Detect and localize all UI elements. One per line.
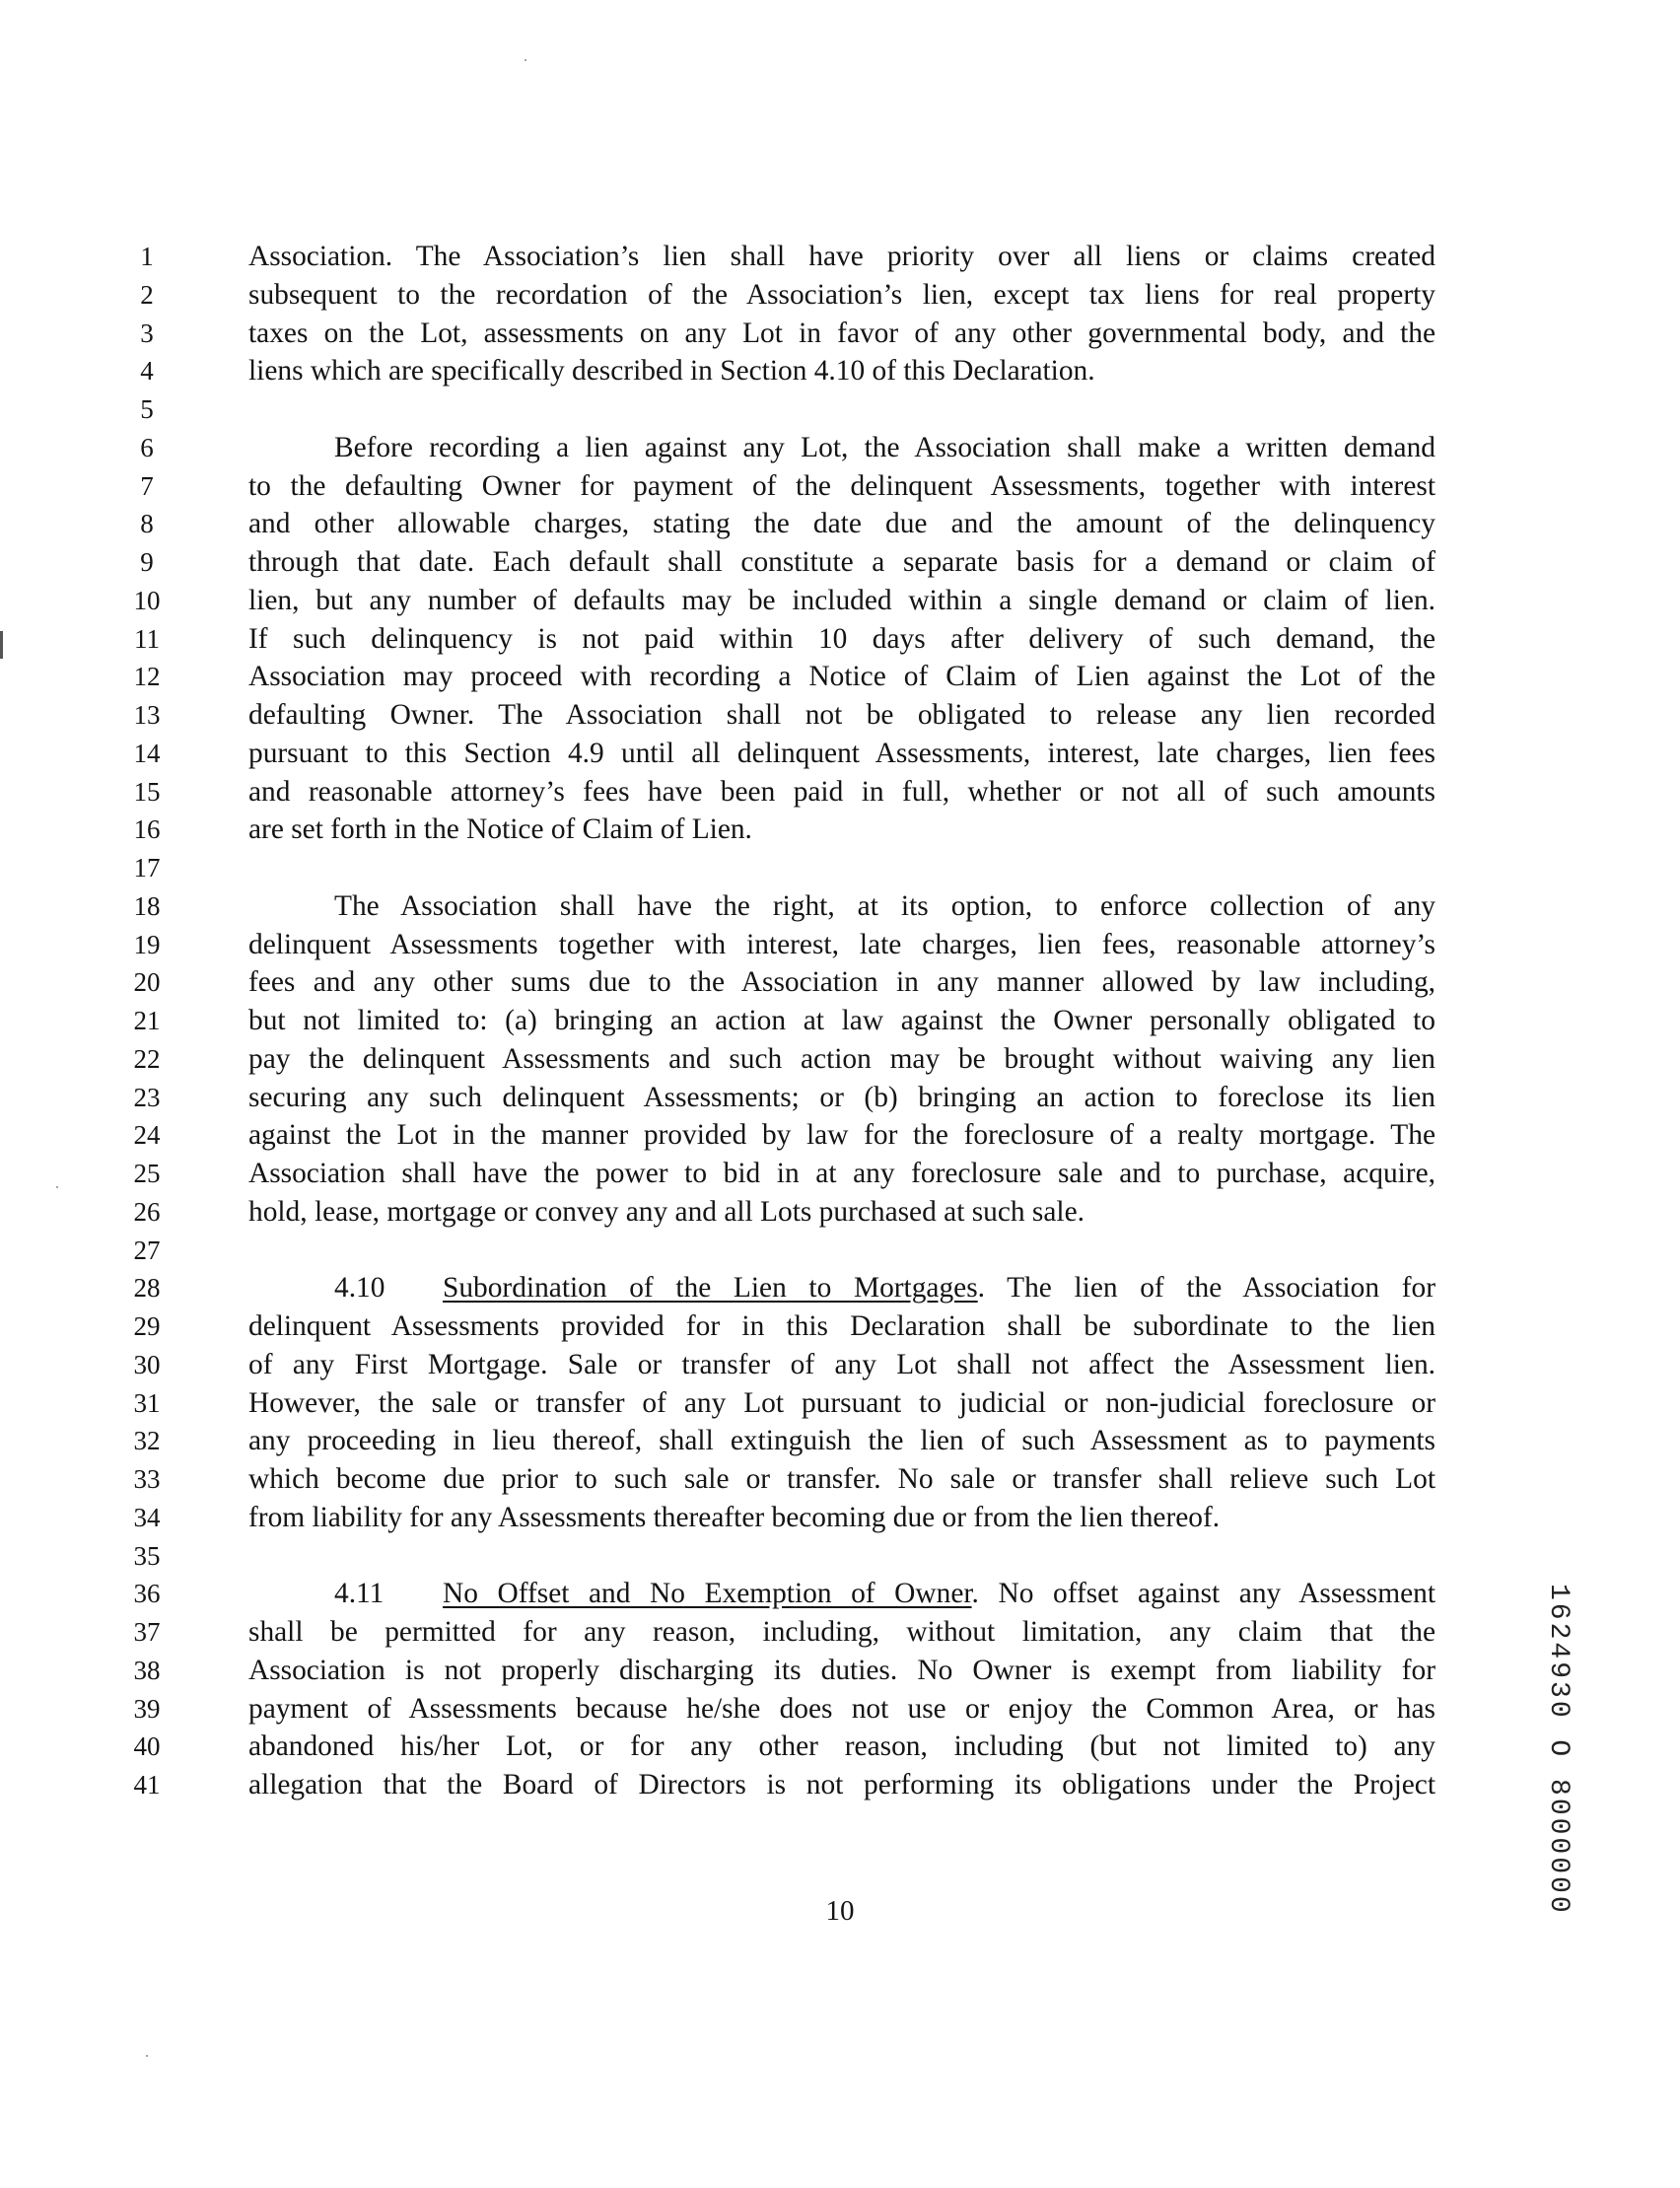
line-text: but not limited to: (a) bringing an action at law against the Owner personally obligated to (248, 1005, 1435, 1036)
line-text: from liability for any Assessments thereafter becoming due or from the lien thereof. (248, 1501, 1221, 1533)
document-line (0, 1306, 1680, 1346)
line-text: However, the sale or transfer of any Lot pursuant to judicial or non-judicial foreclosure or (248, 1386, 1435, 1419)
line-number: 38 (133, 1655, 161, 1685)
line-text: Before recording a lien against any Lot, the Association shall make a written demand (334, 431, 1435, 463)
section-text: . No offset against any Assessment (971, 1578, 1435, 1610)
line-number: 9 (140, 547, 154, 577)
document-line (0, 1345, 1680, 1384)
line-text: Association may proceed with recording a Notice of Claim of Lien against the Lot of the (248, 661, 1435, 693)
line-text: fees and any other sums due to the Association in any manner allowed by law including, (248, 966, 1435, 999)
line-number: 35 (133, 1540, 161, 1571)
line-text: securing any such delinquent Assessments; or (b) bringing an action to foreclose its lien (248, 1081, 1435, 1113)
section-number: 4.10 (334, 1272, 385, 1305)
document-line (0, 886, 1680, 926)
document-line (0, 428, 1680, 467)
line-text: payment of Assessments because he/she does not use or enjoy the Common Area, or has (248, 1692, 1435, 1725)
line-number: 15 (133, 776, 161, 807)
document-line (0, 1078, 1680, 1117)
line-number: 3 (140, 318, 154, 348)
document-line (0, 1231, 1680, 1270)
line-number: 8 (140, 509, 154, 539)
document-line (0, 1039, 1680, 1079)
line-text: and other allowable charges, stating the date due and the amount of the delinquency (248, 508, 1435, 540)
scan-speck (56, 1186, 58, 1188)
line-number: 25 (133, 1159, 161, 1188)
document-line (0, 466, 1680, 506)
line-text: If such delinquency is not paid within 10 days after delivery of such demand, the (248, 622, 1435, 655)
line-number: 27 (133, 1235, 161, 1265)
document-line (0, 962, 1680, 1002)
side-stamp: 1624930 O 8000000 (1543, 1584, 1574, 1916)
line-number: 40 (133, 1731, 161, 1762)
line-number: 18 (133, 890, 161, 921)
line-number: 1 (140, 242, 154, 271)
line-number: 19 (133, 929, 161, 959)
line-number: 20 (133, 967, 161, 998)
line-text: to the defaulting Owner for payment of the delinquent Assessments, together with interest (248, 469, 1435, 502)
document-line (0, 1115, 1680, 1155)
line-number: 6 (140, 432, 154, 462)
document-line (0, 351, 1680, 390)
line-number: 30 (133, 1349, 161, 1379)
line-text: shall be permitted for any reason, including, without limitation, any claim that the (248, 1616, 1435, 1648)
line-text: Association shall have the power to bid in at any foreclosure sale and to purchase, acquire, (248, 1158, 1435, 1189)
document-line (0, 237, 1680, 276)
document-line (0, 1154, 1680, 1193)
line-text: allegation that the Board of Directors is not performing its obligations under the Project (248, 1769, 1435, 1800)
document-line (0, 1268, 1680, 1307)
line-text: are set forth in the Notice of Claim of Lien. (248, 813, 752, 846)
line-text: pursuant to this Section 4.9 until all delinquent Assessments, interest, late charges, lien fees (248, 737, 1435, 769)
document-line (0, 1612, 1680, 1652)
document-line (0, 657, 1680, 696)
line-number: 4 (140, 356, 154, 387)
document-line (0, 810, 1680, 849)
document-line (0, 848, 1680, 887)
line-text: Association. The Association’s lien shall have priority over all liens or claims created (248, 241, 1435, 272)
document-line (0, 314, 1680, 353)
document-line (0, 389, 1680, 429)
document-line (0, 275, 1680, 315)
line-text: Association is not properly discharging its duties. No Owner is exempt from liability for (248, 1654, 1435, 1686)
line-number: 13 (133, 700, 161, 730)
document-line (0, 1001, 1680, 1040)
line-number: 29 (133, 1311, 161, 1341)
document-line (0, 1192, 1680, 1232)
line-number: 32 (133, 1426, 161, 1456)
line-text (334, 1574, 1435, 1613)
document-line (0, 619, 1680, 659)
line-text: through that date. Each default shall constitute a separate basis for a demand or claim of (248, 546, 1435, 578)
section-heading: Subordination of the Lien to Mortgages (443, 1272, 978, 1305)
line-text: The Association shall have the right, at its option, to enforce collection of any (334, 889, 1435, 922)
document-line (0, 581, 1680, 620)
line-number: 11 (134, 623, 160, 654)
document-line (0, 1383, 1680, 1423)
line-number: 17 (133, 853, 161, 882)
line-text: and reasonable attorney’s fees have been paid in full, whether or not all of such amounts (248, 775, 1435, 808)
document-line (0, 1498, 1680, 1537)
line-text: which become due prior to such sale or transfer. No sale or transfer shall relieve such Lot (248, 1463, 1435, 1495)
line-number: 16 (133, 814, 161, 845)
line-number: 23 (133, 1082, 161, 1112)
line-number: 24 (133, 1120, 161, 1151)
line-text: delinquent Assessments provided for in this Declaration shall be subordinate to the lien (248, 1310, 1435, 1342)
document-line (0, 542, 1680, 582)
line-number: 26 (133, 1196, 161, 1227)
line-text: hold, lease, mortgage or convey any and all Lots purchased at such sale. (248, 1195, 1085, 1228)
line-number: 12 (133, 662, 161, 692)
line-number: 31 (133, 1387, 161, 1418)
line-text: abandoned his/her Lot, or for any other reason, including (but not limited to) any (248, 1730, 1435, 1763)
line-number: 37 (133, 1617, 161, 1647)
document-line (0, 695, 1680, 735)
line-number: 7 (140, 470, 154, 501)
document-line (0, 1536, 1680, 1576)
line-number: 34 (133, 1502, 161, 1532)
line-text: pay the delinquent Assessments and such action may be brought without waiving any lien (248, 1042, 1435, 1075)
document-line (0, 1689, 1680, 1729)
line-number: 28 (133, 1273, 161, 1304)
left-edge-mark (0, 631, 3, 659)
document-line (0, 1651, 1680, 1690)
document-line (0, 1421, 1680, 1460)
page-number: 10 (825, 1895, 855, 1927)
line-number: 21 (133, 1006, 161, 1035)
document-line (0, 504, 1680, 543)
document-line (0, 772, 1680, 812)
section-text: . The lien of the Association for (977, 1272, 1435, 1305)
line-number: 41 (133, 1770, 161, 1800)
line-text: subsequent to the recordation of the Association’s lien, except tax liens for real property (248, 278, 1435, 311)
line-text: lien, but any number of defaults may be included within a single demand or claim of lien. (248, 584, 1435, 616)
line-text: any proceeding in lieu thereof, shall extinguish the lien of such Assessment as to payments (248, 1425, 1435, 1457)
scan-speck (146, 2055, 148, 2057)
section-number: 4.11 (334, 1578, 385, 1610)
document-line (0, 1727, 1680, 1766)
line-text: of any First Mortgage. Sale or transfer of any Lot shall not affect the Assessment lien. (248, 1348, 1435, 1380)
document-line (0, 1765, 1680, 1804)
line-number: 5 (140, 394, 154, 424)
section-heading: No Offset and No Exemption of Owner (443, 1578, 972, 1610)
line-number: 2 (140, 279, 154, 310)
document-line (0, 1459, 1680, 1499)
line-number: 10 (133, 585, 161, 615)
line-number: 22 (133, 1043, 161, 1074)
line-number: 36 (133, 1579, 161, 1609)
line-text: defaulting Owner. The Association shall not be obligated to release any lien recorded (248, 699, 1435, 731)
line-text: delinquent Assessments together with interest, late charges, lien fees, reasonable attorney’s (248, 928, 1435, 960)
line-text: against the Lot in the manner provided by law for the foreclosure of a realty mortgage. The (248, 1119, 1435, 1152)
scan-speck (525, 59, 526, 61)
line-text (334, 1268, 1435, 1307)
document-line (0, 734, 1680, 773)
line-text: liens which are specifically described in Section 4.10 of this Declaration. (248, 355, 1095, 388)
line-text: taxes on the Lot, assessments on any Lot in favor of any other governmental body, and the (248, 317, 1435, 349)
document-line (0, 1574, 1680, 1613)
line-number: 14 (133, 738, 161, 768)
document-line (0, 925, 1680, 964)
line-number: 33 (133, 1464, 161, 1494)
line-number: 39 (133, 1693, 161, 1724)
